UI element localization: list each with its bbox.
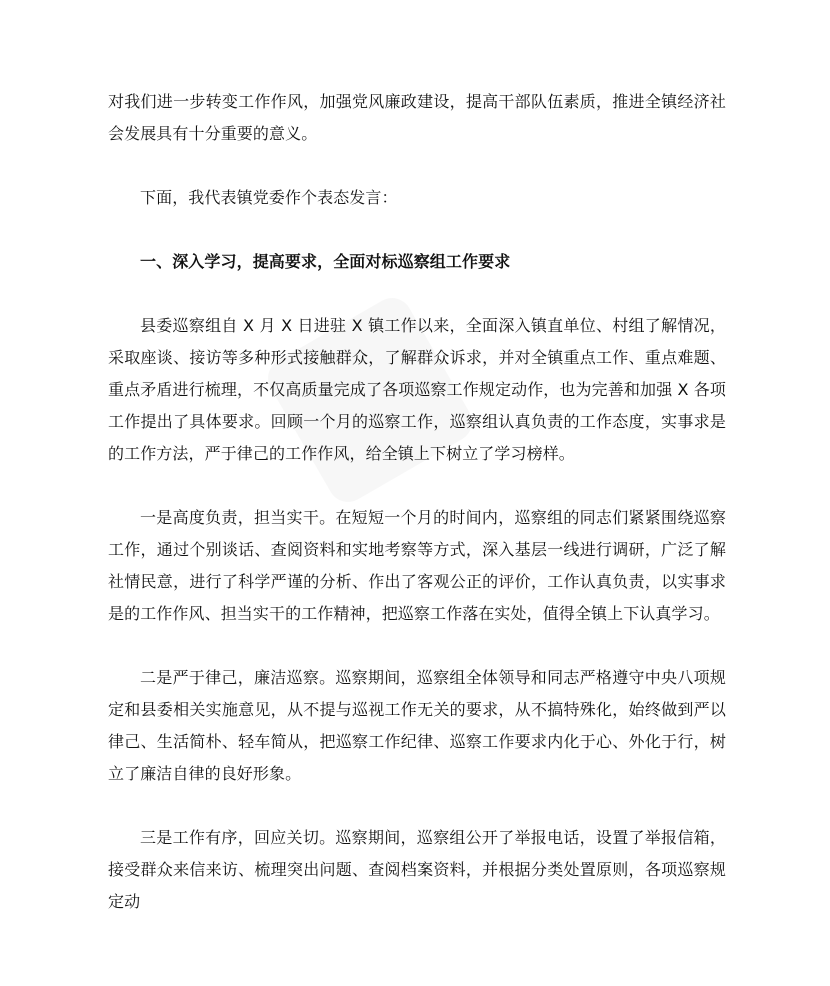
paragraph-point-3: 三是工作有序，回应关切。巡察期间，巡察组公开了举报电话，设置了举报信箱，接受群众来信来访、梳理突出问题、查阅档案资料，并根据分类处置原则，各项巡察规定动: [108, 828, 726, 911]
paragraph-continuation: 对我们进一步转变工作作风，加强党风廉政建设，提高干部队伍素质，推进全镇经济社会发展具有十分重要的意义。: [108, 92, 726, 143]
paragraph-inspection-overview: 县委巡察组自 X 月 X 日进驻 X 镇工作以来，全面深入镇直单位、村组了解情况，采取座谈、接访等多种形式接触群众，了解群众诉求，并对全镇重点工作、重点难题、重点矛盾进行梳理，不仅高质量完成了各项巡察工作规定动作，也为完善和加强 X 各项工作提出了具体要求。回顾一个月的巡察工作，巡察组认真负责的工作态度，实事求是的工作方法，严于律己的工作作风，给全镇上下树立了学习榜样。: [108, 316, 726, 463]
paragraph-point-2: 二是严于律己，廉洁巡察。巡察期间，巡察组全体领导和同志严格遵守中央八项规定和县委相关实施意见，从不提与巡视工作无关的要求，从不搞特殊化，始终做到严以律己、生活简朴、轻车简从，把巡察工作纪律、巡察工作要求内化于心、外化于行，树立了廉洁自律的良好形象。: [108, 668, 726, 783]
paragraph-intro: 下面，我代表镇党委作个表态发言：: [140, 188, 398, 207]
section-heading-1: 一、深入学习，提高要求，全面对标巡察组工作要求: [140, 252, 511, 271]
paragraph-point-1: 一是高度负责，担当实干。在短短一个月的时间内，巡察组的同志们紧紧围绕巡察工作，通过个别谈话、查阅资料和实地考察等方式，深入基层一线进行调研，广泛了解社情民意，进行了科学严谨的分析、作出了客观公正的评价，工作认真负责，以实事求是的工作作风、担当实干的工作精神，把巡察工作落在实处，值得全镇上下认真学习。: [108, 508, 726, 623]
document-body: [108, 86, 726, 918]
